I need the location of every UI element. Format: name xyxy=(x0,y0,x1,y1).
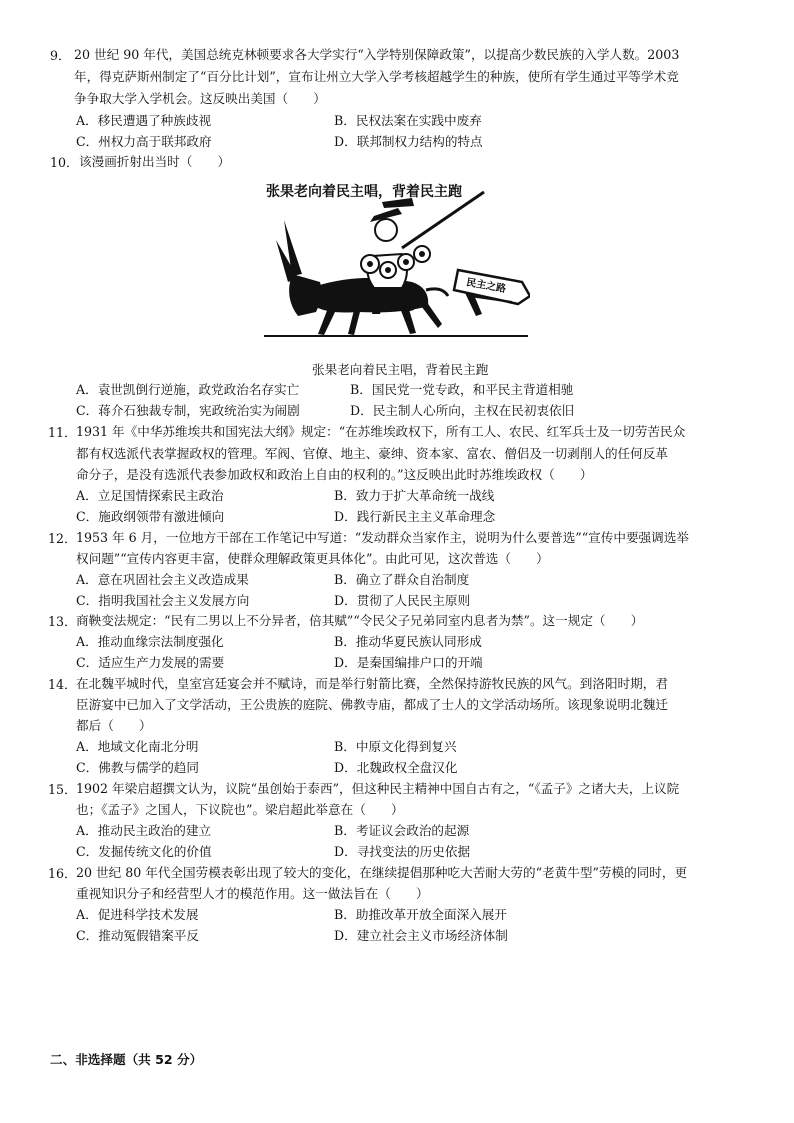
question-number: 9． xyxy=(50,48,71,63)
option-b: B．民权法案在实践中废弃 xyxy=(334,113,482,128)
option-d: D．贯彻了人民民主原则 xyxy=(334,593,471,608)
option-b: B．中原文化得到复兴 xyxy=(334,739,457,754)
option-b: B．考证议会政治的起源 xyxy=(334,823,470,838)
option-a: A．立足国情探索民主政治 xyxy=(76,488,224,503)
option-a: A．移民遭遇了种族歧视 xyxy=(76,113,212,128)
option-a: A．促进科学技术发展 xyxy=(76,907,199,922)
question-text-line: 商鞅变法规定：“民有二男以上不分异者，倍其赋”“令民父子兄弟同室内息者为禁”。这一规定（ ） xyxy=(76,613,644,628)
option-a: A．推动民主政治的建立 xyxy=(76,823,212,838)
option-b: B．国民党一党专政，和平民主背道相驰 xyxy=(350,382,574,397)
question-number: 10． xyxy=(50,155,79,170)
option-b: B．确立了群众自治制度 xyxy=(334,572,470,587)
question-text-line: 20 世纪 80 年代全国劳模表彰出现了较大的变化，在继续提倡那种吃大苦耐大劳的“老黄牛型”劳模的同时，更 xyxy=(76,865,688,880)
question-text-line: 也；《孟子》之国人，下议院也”。梁启超此举意在（ ） xyxy=(76,802,404,817)
cartoon-image xyxy=(262,178,530,340)
cartoon-caption: 张果老向着民主唱，背着民主跑 xyxy=(312,362,489,377)
option-c: C．蒋介石独裁专制，宪政统治实为闹剧 xyxy=(76,403,300,418)
option-b: B．助推改革开放全面深入展开 xyxy=(334,907,507,922)
section-heading: 二、非选择题（共 52 分） xyxy=(50,1052,203,1067)
cartoon-title: 张果老向着民主唱，背着民主跑 xyxy=(266,184,462,200)
option-c: C．推动冤假错案平反 xyxy=(76,928,199,943)
question-text-line: 重视知识分子和经营型人才的模范作用。这一做法旨在（ ） xyxy=(76,886,429,901)
question-text-line: 命分子，是没有选派代表参加政权和政治上自由的权利的。”这反映出此时苏维埃政权（ ） xyxy=(76,467,593,482)
option-c: C．指明我国社会主义发展方向 xyxy=(76,593,250,608)
option-c: C．发掘传统文化的价值 xyxy=(76,844,212,859)
question-number: 13． xyxy=(48,614,77,629)
option-c: C．州权力高于联邦政府 xyxy=(76,134,212,149)
question-text-line: 争争取大学入学机会。这反映出美国（ ） xyxy=(74,91,326,106)
question-text-line: 在北魏平城时代，皇室宫廷宴会并不赋诗，而是举行射箭比赛，全然保持游牧民族的风气。到洛阳时期，君 xyxy=(76,676,668,691)
option-a: A．推动血缘宗法制度强化 xyxy=(76,634,224,649)
question-number: 11． xyxy=(48,425,77,440)
sign-text: 民主之路 xyxy=(465,277,507,296)
question-text-line: 都后（ ） xyxy=(76,718,152,733)
cartoon-drawing xyxy=(262,178,530,340)
question-number: 16． xyxy=(48,866,77,881)
question-text-line: 都有权选派代表掌握政权的管理。军阀、官僚、地主、豪绅、资本家、富农、僧侣及一切剥削人的任何反革 xyxy=(76,446,668,461)
option-d: D．践行新民主主义革命理念 xyxy=(334,509,496,524)
option-b: B．推动华夏民族认同形成 xyxy=(334,634,482,649)
option-d: D．联邦制权力结构的特点 xyxy=(334,134,483,149)
option-c: C．施政纲领带有激进倾向 xyxy=(76,509,225,524)
question-number: 15． xyxy=(48,782,77,797)
option-b: B．致力于扩大革命统一战线 xyxy=(334,488,495,503)
option-a: A．地域文化南北分明 xyxy=(76,739,199,754)
option-c: C．适应生产力发展的需要 xyxy=(76,655,225,670)
question-text-line: 1931 年《中华苏维埃共和国宪法大纲》规定：“在苏维埃政权下，所有工人、农民、红军兵士及一切劳苦民众 xyxy=(76,424,686,439)
option-d: D．民主制人心所向，主权在民初衷依旧 xyxy=(350,403,575,418)
option-d: D．寻找变法的历史依据 xyxy=(334,844,471,859)
question-text-line: 权问题”“宣传内容更丰富，使群众理解政策更具体化”。由此可见，这次普选（ ） xyxy=(76,551,549,566)
question-text-line: 1902 年梁启超撰文认为，议院“虽创始于泰西”，但这种民主精神中国自古有之，“《孟子》之诸大夫，上议院 xyxy=(76,781,680,796)
option-a: A．意在巩固社会主义改造成果 xyxy=(76,572,249,587)
question-text-line: 该漫画折射出当时（ ） xyxy=(79,154,231,169)
question-number: 12． xyxy=(48,531,77,546)
option-c: C．佛教与儒学的趋同 xyxy=(76,760,199,775)
question-text-line: 1953 年 6 月，一位地方干部在工作笔记中写道：“发动群众当家作主，说明为什么要普选”“宣传中要强调选举 xyxy=(76,530,689,545)
option-d: D．建立社会主义市场经济体制 xyxy=(334,928,508,943)
question-text-line: 臣游宴中已加入了文学活动，王公贵族的庭院、佛教寺庙，都成了士人的文学活动场所。该现象说明北魏迁 xyxy=(76,697,668,712)
question-text-line: 20 世纪 90 年代，美国总统克林顿要求各大学实行“入学特别保障政策”，以提高少数民族的入学人数。2003 xyxy=(74,47,680,62)
option-d: D．是秦国编排户口的开端 xyxy=(334,655,483,670)
question-number: 14． xyxy=(48,677,77,692)
option-d: D．北魏政权全盘汉化 xyxy=(334,760,458,775)
question-text-line: 年，得克萨斯州制定了“百分比计划”，宣布让州立大学入学考核超越学生的种族，使所有学生通过平等学术竞 xyxy=(74,69,679,84)
option-a: A．袁世凯倒行逆施，政党政治名存实亡 xyxy=(76,382,300,397)
